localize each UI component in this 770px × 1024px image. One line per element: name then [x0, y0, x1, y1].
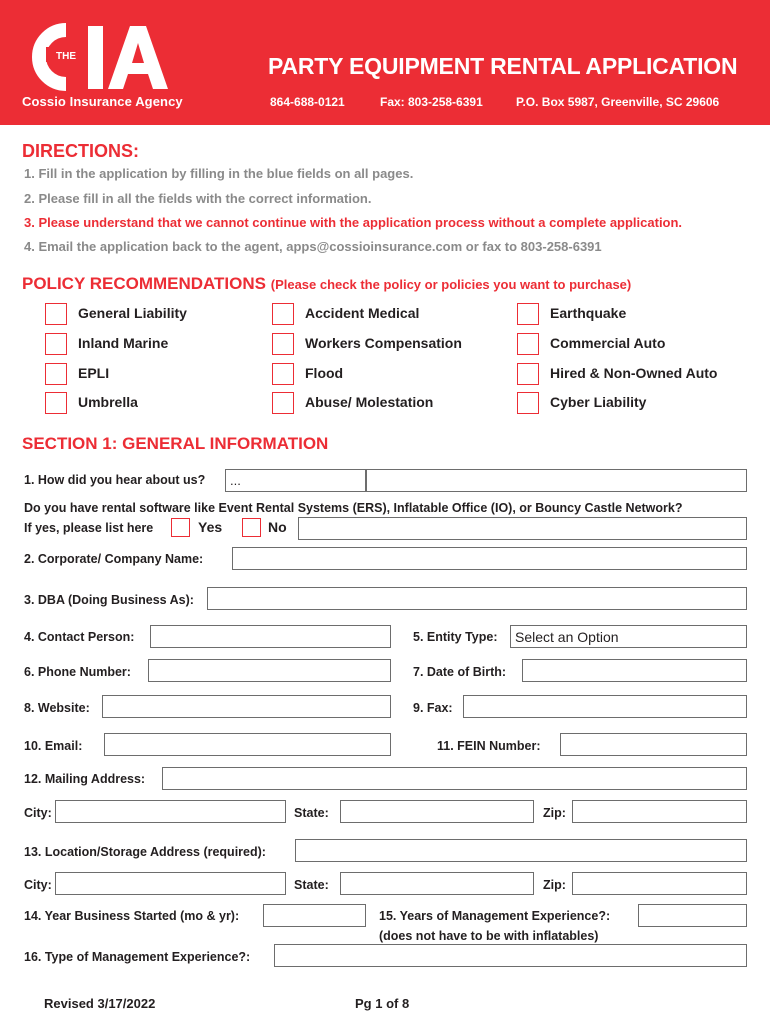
policy-label: Hired & Non-Owned Auto	[550, 365, 718, 381]
page-title: PARTY EQUIPMENT RENTAL APPLICATION	[268, 53, 738, 79]
section-title: SECTION 1: GENERAL INFORMATION	[22, 434, 329, 453]
direction-item: 2. Please fill in all the fields with the correct information.	[24, 191, 372, 206]
location-state-field[interactable]	[340, 872, 534, 895]
entity-type-select[interactable]: Select an Option	[510, 625, 747, 648]
q16-label: 16. Type of Management Experience?:	[24, 950, 251, 964]
software-no-checkbox[interactable]	[242, 518, 261, 537]
policy-label: Commercial Auto	[550, 335, 666, 351]
policy-label: Inland Marine	[78, 335, 169, 351]
location-zip-label: Zip:	[543, 878, 566, 892]
direction-item: 4. Email the application back to the agent, apps@cossioinsurance.com or fax to 803-258-6391	[24, 239, 602, 254]
q14-label: 14. Year Business Started (mo & yr):	[24, 909, 240, 923]
q8-label: 8. Website:	[24, 701, 90, 715]
policy-subtitle: (Please check the policy or policies you want to purchase)	[270, 277, 632, 292]
q10-label: 10. Email:	[24, 739, 83, 753]
policy-label: Workers Compensation	[305, 335, 462, 351]
management-type-field[interactable]	[274, 944, 747, 967]
revised-date: Revised 3/17/2022	[44, 996, 156, 1011]
cia-logo	[22, 22, 182, 92]
q7-label: 7. Date of Birth:	[413, 665, 507, 679]
directions-title: DIRECTIONS:	[22, 141, 139, 161]
checkbox[interactable]	[45, 392, 67, 414]
q15-label: 15. Years of Management Experience?:	[379, 909, 611, 923]
fax-number: Fax: 803-258-6391	[380, 95, 483, 109]
mailing-city-label: City:	[24, 806, 52, 820]
checkbox[interactable]	[45, 303, 67, 325]
policy-label: EPLI	[78, 365, 110, 381]
date-of-birth-field[interactable]	[522, 659, 747, 682]
q5-label: 5. Entity Type:	[413, 630, 498, 644]
location-zip-field[interactable]	[572, 872, 747, 895]
q1-label: 1. How did you hear about us?	[24, 473, 206, 487]
q3-label: 3. DBA (Doing Business As):	[24, 593, 194, 607]
policy-label: Cyber Liability	[550, 394, 647, 410]
policy-title-text: POLICY RECOMMENDATIONS	[22, 274, 266, 293]
q1-other-field[interactable]	[366, 469, 747, 492]
dba-field[interactable]	[207, 587, 747, 610]
location-city-label: City:	[24, 878, 52, 892]
company-name-field[interactable]	[232, 547, 747, 570]
agency-name: Cossio Insurance Agency	[22, 94, 183, 109]
header-banner	[0, 0, 770, 125]
mailing-city-field[interactable]	[55, 800, 286, 823]
logo-the: THE	[56, 51, 76, 62]
years-experience-field[interactable]	[638, 904, 747, 927]
q12-label: 12. Mailing Address:	[24, 772, 146, 786]
location-state-label: State:	[294, 878, 329, 892]
software-no-label: No	[268, 519, 287, 535]
phone-number: 864-688-0121	[270, 95, 345, 109]
mailing-zip-field[interactable]	[572, 800, 747, 823]
policy-label: Umbrella	[78, 394, 138, 410]
q1-dropdown[interactable]: ...	[225, 469, 366, 492]
q2-label: 2. Corporate/ Company Name:	[24, 552, 204, 566]
checkbox[interactable]	[517, 363, 539, 385]
checkbox[interactable]	[272, 333, 294, 355]
location-address-field[interactable]	[295, 839, 747, 862]
q15-note: (does not have to be with inflatables)	[379, 929, 599, 943]
software-list-label: If yes, please list here	[24, 521, 154, 535]
checkbox[interactable]	[517, 333, 539, 355]
page-number: Pg 1 of 8	[355, 996, 410, 1011]
software-yes-checkbox[interactable]	[171, 518, 190, 537]
policy-label: General Liability	[78, 305, 187, 321]
policy-title	[22, 274, 631, 294]
checkbox[interactable]	[517, 392, 539, 414]
policy-label: Earthquake	[550, 305, 627, 321]
mailing-zip-label: Zip:	[543, 806, 566, 820]
checkbox[interactable]	[45, 333, 67, 355]
phone-number-field[interactable]	[148, 659, 391, 682]
policy-label: Abuse/ Molestation	[305, 394, 434, 410]
software-yes-label: Yes	[198, 519, 223, 535]
software-list-field[interactable]	[298, 517, 747, 540]
software-question: Do you have rental software like Event Rental Systems (ERS), Inflatable Office (IO), or Bouncy Castle Network?	[24, 501, 683, 515]
policy-label: Accident Medical	[305, 305, 420, 321]
mailing-address: P.O. Box 5987, Greenville, SC 29606	[516, 95, 720, 109]
q6-label: 6. Phone Number:	[24, 665, 131, 679]
direction-item: 1. Fill in the application by filling in the blue fields on all pages.	[24, 166, 414, 181]
policy-label: Flood	[305, 365, 344, 381]
direction-item-warning: 3. Please understand that we cannot continue with the application process without a complete application.	[24, 215, 683, 230]
mailing-state-field[interactable]	[340, 800, 534, 823]
q11-label: 11. FEIN Number:	[437, 739, 541, 753]
q4-label: 4. Contact Person:	[24, 630, 135, 644]
checkbox[interactable]	[272, 392, 294, 414]
contact-person-field[interactable]	[150, 625, 391, 648]
checkbox[interactable]	[272, 303, 294, 325]
fax-field[interactable]	[463, 695, 747, 718]
website-field[interactable]	[102, 695, 391, 718]
fein-field[interactable]	[560, 733, 747, 756]
location-city-field[interactable]	[55, 872, 286, 895]
mailing-address-field[interactable]	[162, 767, 747, 790]
q13-label: 13. Location/Storage Address (required):	[24, 845, 266, 859]
year-started-field[interactable]	[263, 904, 366, 927]
email-field[interactable]	[104, 733, 391, 756]
checkbox[interactable]	[517, 303, 539, 325]
q9-label: 9. Fax:	[413, 701, 453, 715]
checkbox[interactable]	[45, 363, 67, 385]
checkbox[interactable]	[272, 363, 294, 385]
mailing-state-label: State:	[294, 806, 329, 820]
